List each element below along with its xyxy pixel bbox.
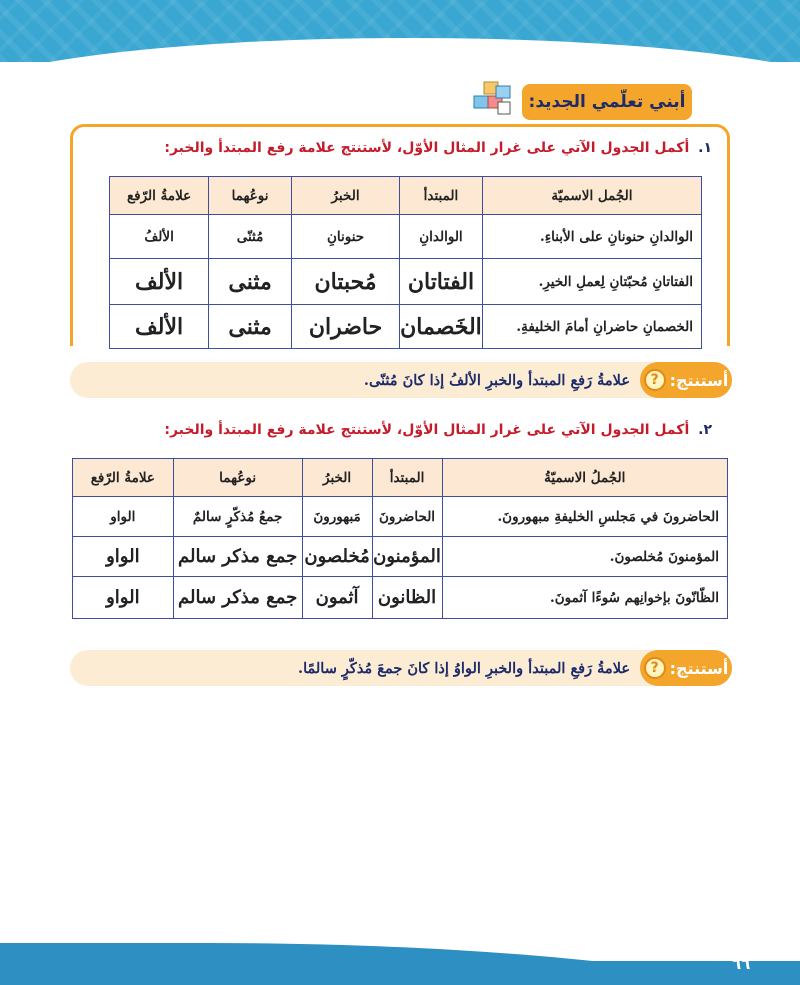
header-sentences: الجُمل الاسميّة: [482, 177, 701, 215]
type-cell: مُثنّى: [209, 215, 292, 259]
sentence-cell: الوالدانِ حنونانِ على الأبناءِ.: [482, 215, 701, 259]
conclusion2-label-text: أستنتج:: [669, 658, 729, 678]
conclusion2-bar: [70, 650, 732, 686]
answer-marker-cell[interactable]: الألف: [110, 305, 209, 349]
answer-subject-cell[interactable]: المؤمنون: [372, 537, 442, 577]
predicate-cell: مَبهورونَ: [302, 497, 372, 537]
exercise1-table: [109, 176, 702, 349]
table-header-row: [73, 459, 728, 497]
predicate-cell: حنونانِ: [291, 215, 399, 259]
table-row: [110, 259, 702, 305]
question-bulb-icon: ?: [644, 369, 666, 391]
table-header-row: [110, 177, 702, 215]
answer-type-cell[interactable]: جمع مذكر سالم: [173, 537, 302, 577]
header-predicate: الخبرُ: [291, 177, 399, 215]
answer-subject-cell[interactable]: الخَصمان: [400, 305, 483, 349]
header-subject: المبتدأ: [372, 459, 442, 497]
table-row: [73, 577, 728, 619]
answer-type-cell[interactable]: جمع مذكر سالم: [173, 577, 302, 619]
header-case-marker: علامةُ الرّفع: [73, 459, 174, 497]
sentence-cell: المؤمنونَ مُخلصونَ.: [442, 537, 727, 577]
header-sentences: الجُملُ الاسميّةُ: [442, 459, 727, 497]
sentence-cell: الخصمانِ حاضرانِ أمامَ الخليفةِ.: [482, 305, 701, 349]
exercise1-instruction: أكمل الجدول الآتي على غرار المثال الأوّل، لأستنتج علامة رفع المبتدأ والخبر:: [164, 140, 690, 156]
conclusion1-label-text: أستنتج:: [669, 370, 729, 390]
subject-cell: الوالدانِ: [400, 215, 483, 259]
answer-predicate-cell[interactable]: آثمون: [302, 577, 372, 619]
table-row: [73, 497, 728, 537]
type-cell: جمعُ مُذكّرٍ سالمٌ: [173, 497, 302, 537]
conclusion1-label: [640, 362, 732, 398]
sentence-cell: الظّانّونَ بإخوانِهم سُوءًا آثمونَ.: [442, 577, 727, 619]
exercise2-question: [164, 422, 712, 438]
footer-band: [0, 925, 800, 985]
exercise2-instruction: أكمل الجدول الآتي على غرار المثال الأوّل، لأستنتج علامة رفع المبتدأ والخبر:: [164, 422, 690, 438]
marker-cell: الواو: [73, 497, 174, 537]
answer-type-cell[interactable]: مثنى: [209, 259, 292, 305]
answer-subject-cell[interactable]: الظانون: [372, 577, 442, 619]
table-row: [110, 215, 702, 259]
answer-marker-cell[interactable]: الواو: [73, 537, 174, 577]
page-number: ٦٦: [732, 955, 751, 973]
answer-subject-cell[interactable]: الفتاتان: [400, 259, 483, 305]
cubes-icon: [470, 80, 514, 118]
header-type: نوعُهما: [173, 459, 302, 497]
top-decorative-band: [0, 0, 800, 62]
marker-cell: الألفُ: [110, 215, 209, 259]
sentence-cell: الفتاتانِ مُحبّتانِ لِعملِ الخيرِ.: [482, 259, 701, 305]
header-case-marker: علامةُ الرّفع: [110, 177, 209, 215]
answer-type-cell[interactable]: مثنى: [209, 305, 292, 349]
subject-cell: الحاضرونَ: [372, 497, 442, 537]
conclusion2-label: [640, 650, 732, 686]
section-title: أبني تعلّمي الجديد:: [522, 84, 692, 120]
conclusion1-text: علامةُ رَفعِ المبتدأ والخبرِ الألفُ إذا كانَ مُثنّى.: [363, 371, 630, 389]
answer-predicate-cell[interactable]: مُخلصون: [302, 537, 372, 577]
answer-predicate-cell[interactable]: مُحبتان: [291, 259, 399, 305]
exercise2-number: ٢.: [698, 422, 712, 438]
header-type: نوعُهما: [209, 177, 292, 215]
conclusion2-text: علامةُ رَفعِ المبتدأ والخبرِ الواوُ إذا كانَ جمعَ مُذكّرٍ سالمًا.: [298, 659, 630, 677]
header-subject: المبتدأ: [400, 177, 483, 215]
answer-marker-cell[interactable]: الألف: [110, 259, 209, 305]
table-row: [73, 537, 728, 577]
header-predicate: الخبرُ: [302, 459, 372, 497]
answer-predicate-cell[interactable]: حاضران: [291, 305, 399, 349]
answer-marker-cell[interactable]: الواو: [73, 577, 174, 619]
question-bulb-icon: ?: [644, 657, 666, 679]
sentence-cell: الحاضرونَ في مَجلسِ الخليفةِ مبهورونَ.: [442, 497, 727, 537]
exercise1-number: ١.: [698, 140, 712, 156]
exercise2-table: [72, 458, 728, 619]
conclusion1-bar: [70, 362, 732, 398]
exercise1-question: [164, 140, 712, 156]
table-row: [110, 305, 702, 349]
